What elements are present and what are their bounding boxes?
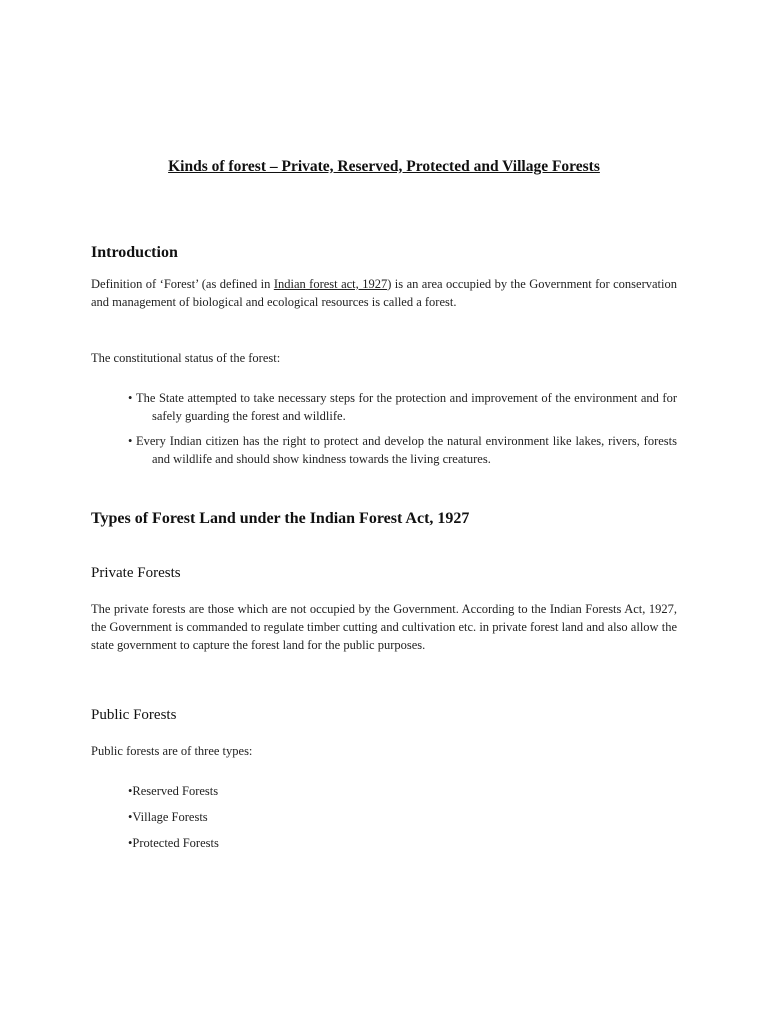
constitutional-bullet-list — [128, 389, 677, 475]
indian-forest-act-link[interactable]: Indian forest act, 1927 — [273, 277, 388, 291]
list-item: • Every Indian citizen has the right to protect and develop the natural environment like lakes, rivers, forests and wildlife and should show kindness towards the living creatures. — [128, 434, 677, 466]
bullet-icon: • — [128, 836, 133, 850]
list-item: •Protected Forests — [128, 836, 219, 850]
public-forest-types-list — [128, 782, 219, 860]
private-forests-heading: Private Forests — [91, 565, 181, 581]
introduction-heading: Introduction — [91, 244, 178, 261]
list-item: •Reserved Forests — [128, 784, 219, 798]
bullet-icon: • — [128, 810, 133, 824]
list-item: •Village Forests — [128, 810, 208, 824]
bullet-icon: • — [128, 784, 133, 798]
bullet-icon: • — [128, 434, 133, 448]
public-forests-heading: Public Forests — [91, 707, 177, 723]
definition-text-start: Definition of ‘Forest’ (as defined in — [91, 277, 274, 291]
forest-types-heading: Types of Forest Land under the Indian Forest Act, 1927 — [91, 510, 470, 527]
constitutional-status-intro: The constitutional status of the forest: — [91, 351, 281, 365]
public-forests-intro: Public forests are of three types: — [91, 744, 253, 758]
bullet-icon: • — [128, 391, 133, 405]
definition-text-end: ) is an area occupied by the Government for conservation and management of biological and ecological resources is called a forest. — [91, 277, 677, 309]
private-forests-paragraph: The private forests are those which are not occupied by the Government. According to the Indian Forests Act, 1927, the Government is commanded to regulate timber cutting and cultivation etc. in private forest land and also allow the state government to capture the forest land for the public purposes. — [91, 602, 677, 652]
list-item: • The State attempted to take necessary steps for the protection and improvement of the environment and for safely guarding the forest and wildlife. — [128, 391, 677, 423]
forest-definition-paragraph — [91, 275, 677, 311]
document-title: Kinds of forest – Private, Reserved, Protected and Village Forests — [168, 158, 600, 175]
